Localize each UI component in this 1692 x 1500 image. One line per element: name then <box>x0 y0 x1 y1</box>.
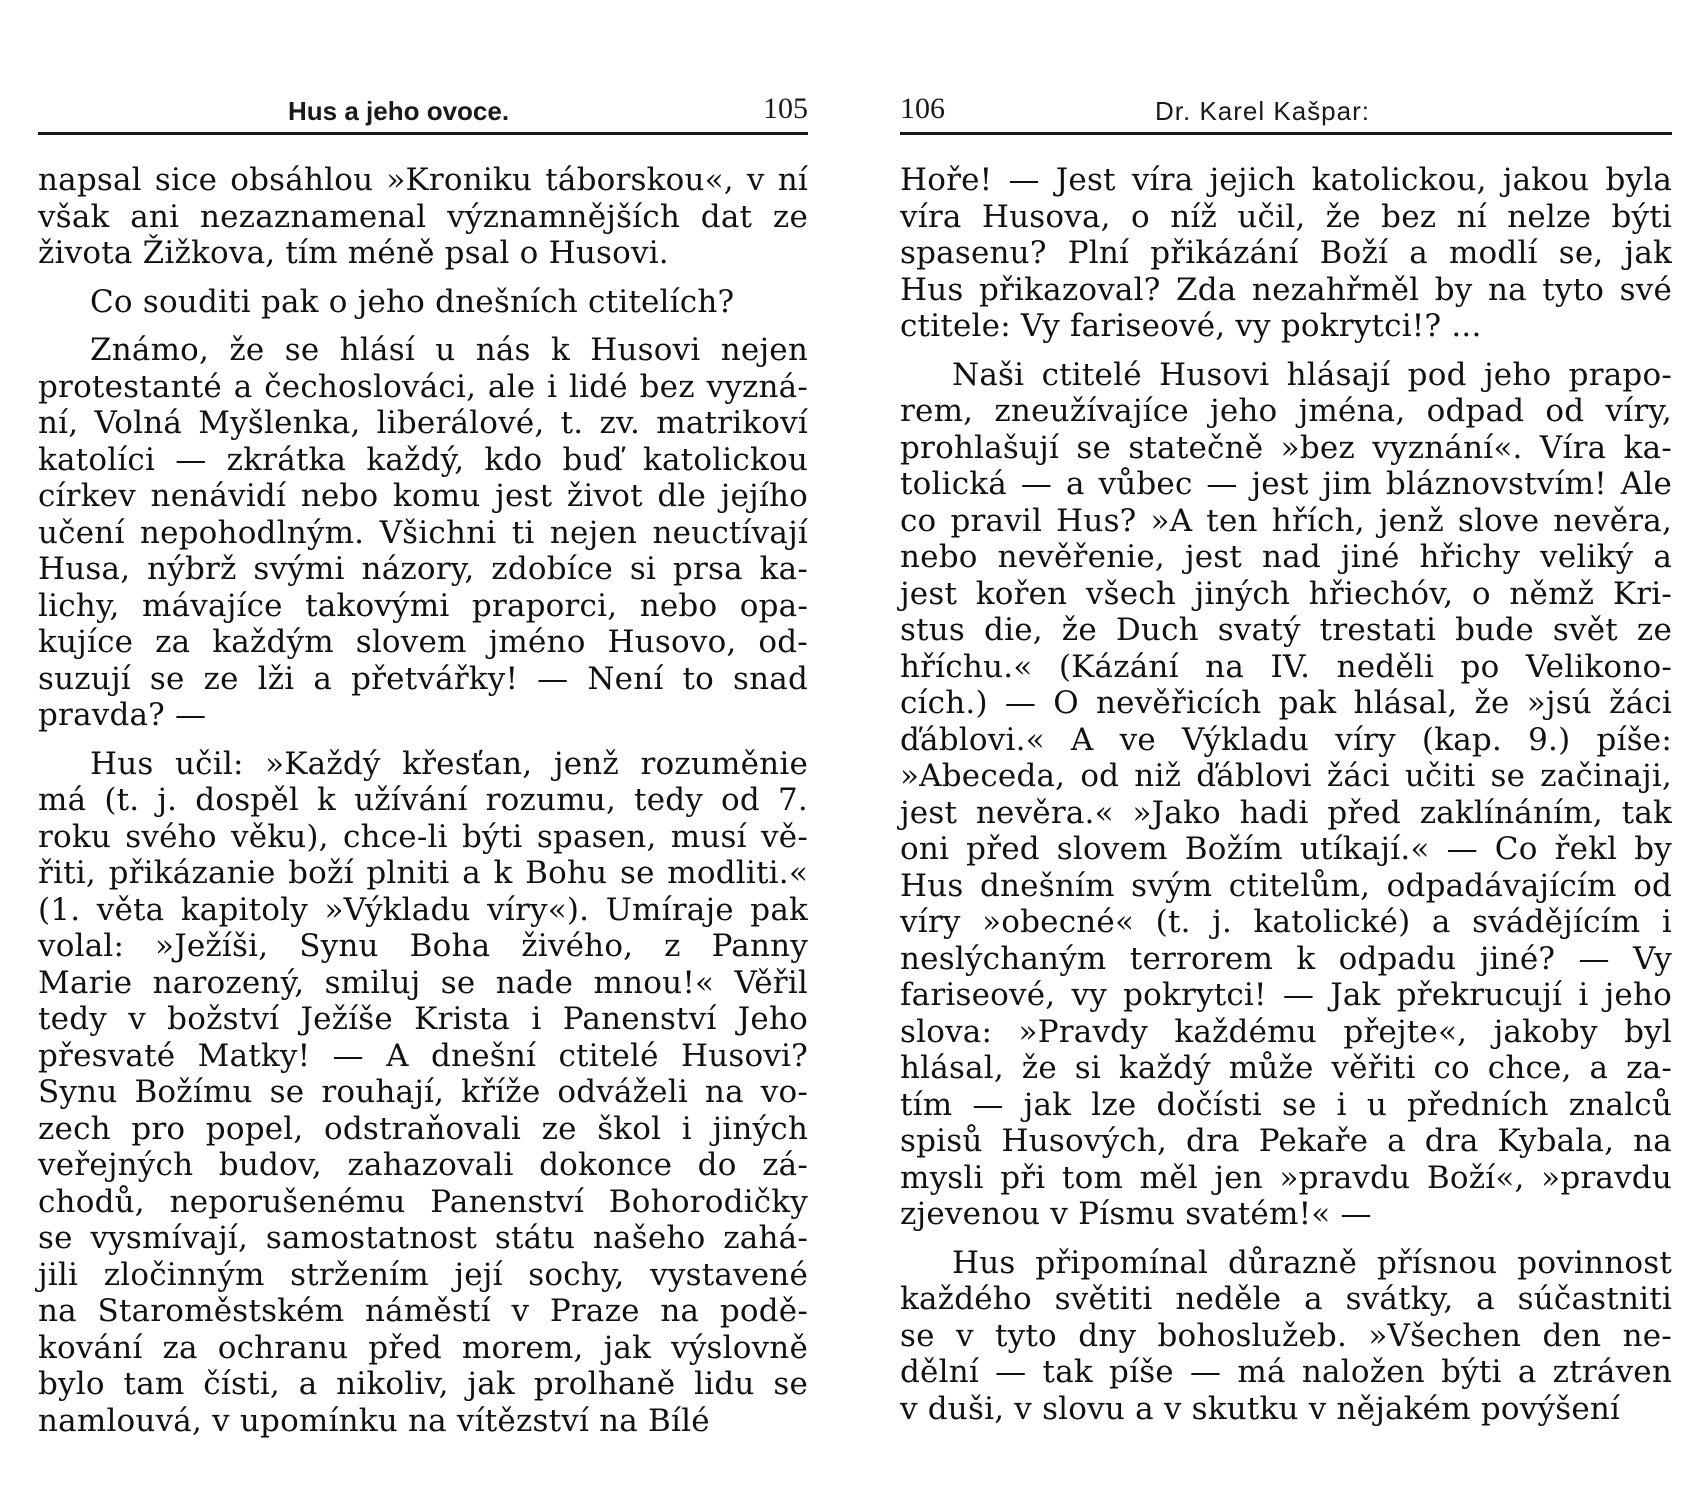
text-line: Hus učil: »Každý křesťan, jenž rozuměnie <box>90 745 808 782</box>
paragraph <box>38 284 808 321</box>
text-line: se v tyto dny bohoslužeb. »Všechen den ne- <box>900 1317 1672 1354</box>
text-line: napsal sice obsáhlou »Kroniku táborskou«, v ní <box>38 162 808 198</box>
paragraph <box>900 1245 1672 1428</box>
text-line: cích.) — O nevěřicích pak hlásal, že »jsú žáci <box>900 685 1672 721</box>
text-line: mysli při tom měl jen »pravdu Boží«, »pravdu <box>900 1159 1672 1196</box>
text-line: víra Husova, o níž učil, že bez ní nelze býti <box>900 198 1672 235</box>
paragraph <box>900 357 1672 1233</box>
text-line: bylo tam čísti, a nikoliv, jak prolhaně lidu se <box>38 1366 808 1402</box>
text-line: na Staroměstském náměstí v Praze na podě- <box>38 1293 808 1329</box>
text-line: Synu Božímu se rouhají, kříže odváželi na vo- <box>38 1074 808 1110</box>
text-line: přesvaté Matky! — A dnešní ctitelé Husovi? <box>38 1037 808 1074</box>
right-header-rule <box>900 132 1672 135</box>
text-line: roku svého věku), chce-li býti spasen, musí vě- <box>38 818 808 855</box>
text-line: slova: »Pravdy každému přejte«, jakoby byl <box>900 1013 1672 1050</box>
text-line: Naši ctitelé Husovi hlásají pod jeho prapo- <box>952 356 1672 393</box>
text-line: řiti, přikázanie boží plniti a k Bohu se modliti.« <box>38 855 808 891</box>
text-line: hříchu.« (Kázání na IV. neděli po Velikono- <box>900 648 1672 685</box>
paragraph <box>38 162 808 272</box>
text-line: v duši, v slovu a v skutku v nějakém povýšení <box>900 1390 1621 1427</box>
right-header-title: Dr. Karel Kašpar: <box>1155 96 1370 126</box>
text-line: tím — jak lze dočísti se i u předních znalců <box>900 1086 1672 1123</box>
text-line: Husa, nýbrž svými názory, zdobíce si prsa ka- <box>38 551 808 587</box>
text-line: kujíce za každým slovem jméno Husovo, od- <box>38 624 808 660</box>
text-line: spisů Husových, dra Pekaře a dra Kybala, na <box>900 1123 1672 1159</box>
text-line: nebo nevěřenie, jest nad jiné hřichy veliký a <box>900 539 1672 575</box>
text-line: fariseové, vy pokrytci! — Jak překrucují i jeho <box>900 977 1672 1013</box>
text-line: Hus dnešním svým ctitelům, odpadávajícím od <box>900 867 1672 904</box>
right-page-body <box>900 162 1672 1427</box>
text-line: dělní — tak píše — má naložen býti a ztráven <box>900 1354 1672 1390</box>
text-line: namlouvá, v upomínku na vítězství na Bílé <box>38 1402 710 1439</box>
text-line: (1. věta kapitoly »Výkladu víry«). Umíraje pak <box>38 891 808 928</box>
left-header-title: Hus a jeho ovoce. <box>288 96 510 126</box>
left-header-rule <box>38 132 808 135</box>
right-running-header <box>900 92 1672 132</box>
text-line: každého světiti neděle a svátky, a súčastniti <box>900 1281 1672 1317</box>
text-line: učení nepohodlným. Všichni ti nejen neuctívají <box>38 514 808 551</box>
text-line: ní, Volná Myšlenka, liberálové, t. zv. matrikoví <box>38 405 808 441</box>
text-line: prohlašují se statečně »bez vyznání«. Víra ka- <box>900 429 1672 466</box>
text-line: co pravil Hus? »A ten hřích, jenž slove nevěra, <box>900 502 1672 539</box>
text-line: volal: »Ježíši, Synu Boha živého, z Panny <box>38 928 808 964</box>
text-line: ďáblovi.« A ve Výkladu víry (kap. 9.) píše: <box>900 721 1672 758</box>
text-line: jili zločinným stržením její sochy, vystavené <box>38 1256 808 1293</box>
text-line: tolická — a vůbec — jest jim bláznovstvím! Ale <box>900 466 1672 502</box>
text-line: pravda? — <box>38 697 207 733</box>
text-line: církev nenávidí nebo komu jest život dle jejího <box>38 478 808 514</box>
text-line: ctitele: Vy fariseové, vy pokrytci!? ... <box>900 308 1482 344</box>
text-line: se vysmívají, samostatnost státu našeho zahá- <box>38 1220 808 1256</box>
text-line: neslýchaným terrorem k odpadu jiné? — Vy <box>900 940 1672 977</box>
left-page-number: 105 <box>763 92 808 125</box>
text-line: rem, zneužívajíce jeho jména, odpad od víry, <box>900 393 1672 429</box>
text-line: stus die, že Duch svatý trestati bude svět ze <box>900 612 1672 648</box>
text-line: suzují se ze lži a přetvářky! — Není to snad <box>38 660 808 697</box>
text-line: »Abeceda, od niž ďáblovi žáci učiti se začinaji, <box>900 758 1672 794</box>
text-line: jest kořen všech jiných hřiechóv, o němž Kri- <box>900 575 1672 612</box>
text-line: protestanté a čechoslováci, ale i lidé bez vyzná- <box>38 368 808 405</box>
text-line: víry »obecné« (t. j. katolické) a svádějícím i <box>900 904 1672 940</box>
right-page <box>900 0 1672 1500</box>
text-line: katolíci — zkrátka každý, kdo buď katolickou <box>38 441 808 478</box>
text-line: oni před slovem Božím utíkají.« — Co řekl by <box>900 831 1672 867</box>
text-line: veřejných budov, zahazovali dokonce do zá- <box>38 1147 808 1183</box>
text-line: zech pro popel, odstraňovali ze škol i jiných <box>38 1110 808 1147</box>
text-line: Hus přikazoval? Zda nezahřměl by na tyto své <box>900 271 1672 308</box>
right-page-number: 106 <box>900 92 945 125</box>
left-running-header <box>38 92 808 132</box>
text-line: Co souditi pak o jeho dnešních ctitelích? <box>90 283 735 320</box>
paragraph <box>38 746 808 1440</box>
text-line: však ani nezaznamenal významnějších dat ze <box>38 198 808 235</box>
text-line: Marie narozený, smiluj se nade mnou!« Věřil <box>38 964 808 1001</box>
text-line: kování za ochranu před morem, jak výslovně <box>38 1329 808 1366</box>
text-line: života Žižkova, tím méně psal o Husovi. <box>38 235 669 271</box>
text-line: spasenu? Plní přikázání Boží a modlí se, jak <box>900 235 1672 271</box>
text-line: hlásal, že si každý může věřiti co chce, a za- <box>900 1050 1672 1086</box>
text-line: chodů, neporušenému Panenství Bohorodičky <box>38 1183 808 1220</box>
text-line: Známo, že se hlásí u nás k Husovi nejen <box>90 332 808 368</box>
text-line: zjevenou v Písmu svatém!« — <box>900 1196 1372 1232</box>
text-line: jest nevěra.« »Jako hadi před zaklínáním, tak <box>900 794 1672 831</box>
left-page <box>38 0 808 1500</box>
text-line: lichy, mávajíce takovými praporci, nebo opa- <box>38 587 808 624</box>
paragraph <box>900 162 1672 345</box>
text-line: má (t. j. dospěl k užívání rozumu, tedy od 7. <box>38 782 808 818</box>
text-line: Hus připomínal důrazně přísnou povinnost <box>952 1244 1672 1281</box>
paragraph <box>38 332 808 734</box>
text-line: Hoře! — Jest víra jejich katolickou, jakou byla <box>900 162 1672 198</box>
text-line: tedy v božství Ježíše Krista i Panenství Jeho <box>38 1001 808 1037</box>
left-page-body <box>38 162 808 1439</box>
